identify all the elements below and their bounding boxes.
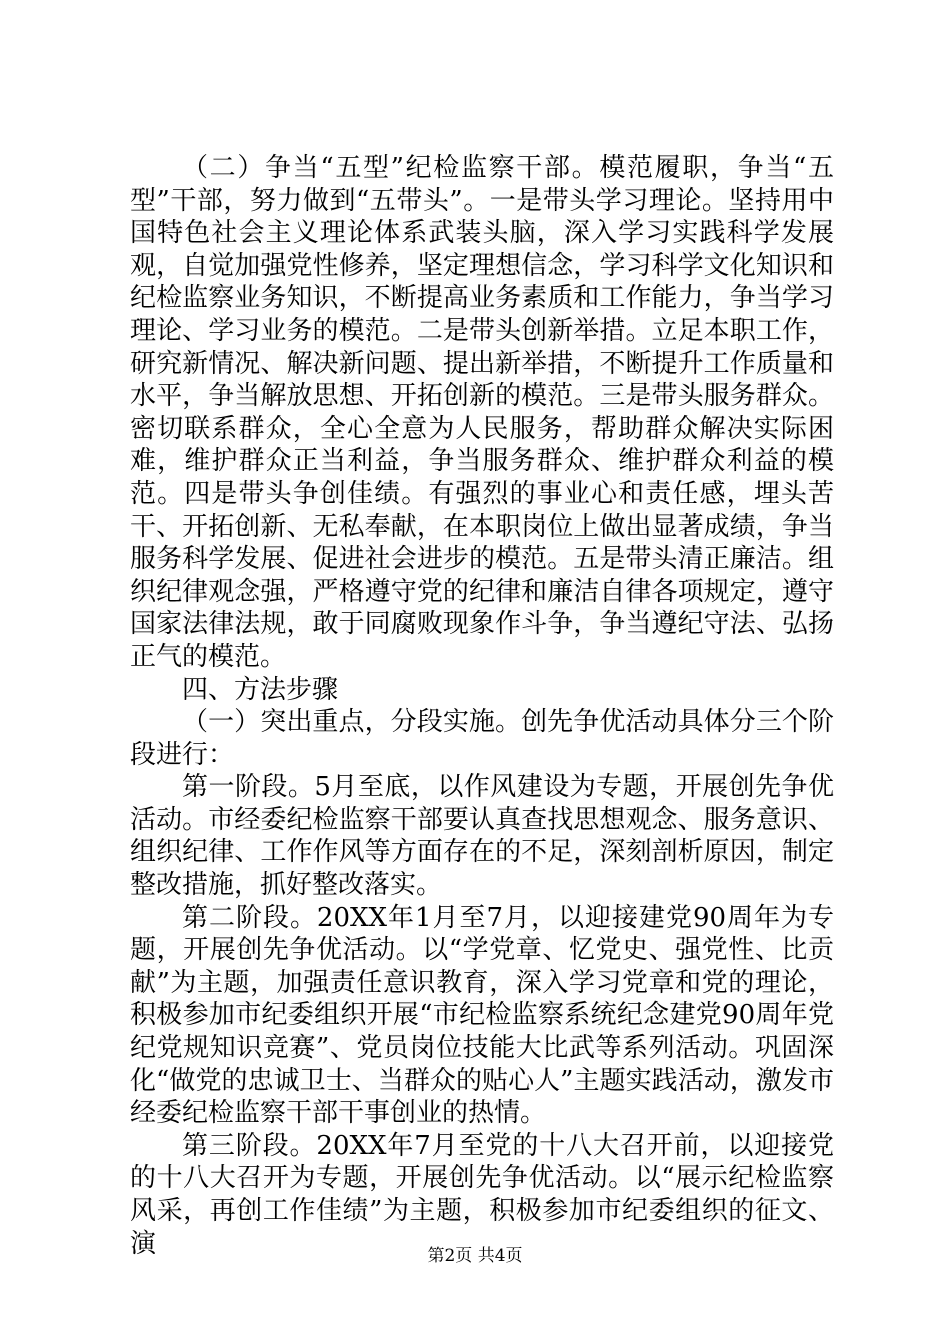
paragraph-phased-implementation: （一）突出重点，分段实施。创先争优活动具体分三个阶段进行： [130, 707, 834, 770]
document-body [130, 152, 834, 1260]
section-heading-methods: 四、方法步骤 [182, 674, 339, 705]
paragraph-five-type-cadres: （二）争当“五型”纪检监察干部。模范履职，争当“五型”干部，努力做到“五带头”。一是带头学习理论。坚持用中国特色社会主义理论体系武装头脑，深入学习实践科学发展观，自觉加强党性修养，坚定理想信念，学习科学文化知识和纪检监察业务知识，不断提高业务素质和工作能力，争当学习理论、学习业务的模范。二是带头创新举措。立足本职工作，研究新情况、解决新问题、提出新举措，不断提升工作质量和水平，争当解放思想、开拓创新的模范。三是带头服务群众。密切联系群众，全心全意为人民服务，帮助群众解决实际困难，维护群众正当利益，争当服务群众、维护群众利益的模范。四是带头争创佳绩。有强烈的事业心和责任感，埋头苦干、开拓创新、无私奉献，在本职岗位上做出显著成绩，争当服务科学发展、促进社会进步的模范。五是带头清正廉洁。组织纪律观念强，严格遵守党的纪律和廉洁自律各项规定，遵守国家法律法规，敢于同腐败现象作斗争，争当遵纪守法、弘扬正气的模范。 [130, 153, 834, 672]
paragraph-stage-one: 第一阶段。5月至底，以作风建设为专题，开展创先争优活动。市经委纪检监察干部要认真查找思想观念、服务意识、组织纪律、工作作风等方面存在的不足，深刻剖析原因，制定整改措施，抓好整改落实。 [130, 772, 834, 901]
page-number-footer: 第2页 共4页 [427, 1246, 523, 1266]
paragraph-stage-two: 第二阶段。20XX年1月至7月，以迎接建党90周年为专题，开展创先争优活动。以“学党章、忆党史、强党性、比贡献”为主题，加强责任意识教育，深入学习党章和党的理论，积极参加市纪委组织开展“市纪检监察系统纪念建党90周年党纪党规知识竞赛”、党员岗位技能大比武等系列活动。巩固深化“做党的忠诚卫士、当群众的贴心人”主题实践活动，激发市经委纪检监察干部干事创业的热情。 [130, 902, 834, 1129]
paragraph-stage-three: 第三阶段。20XX年7月至党的十八大召开前，以迎接党的十八大召开为专题，开展创先争优活动。以“展示纪检监察风采，再创工作佳绩”为主题，积极参加市纪委组织的征文、演 [130, 1130, 834, 1259]
